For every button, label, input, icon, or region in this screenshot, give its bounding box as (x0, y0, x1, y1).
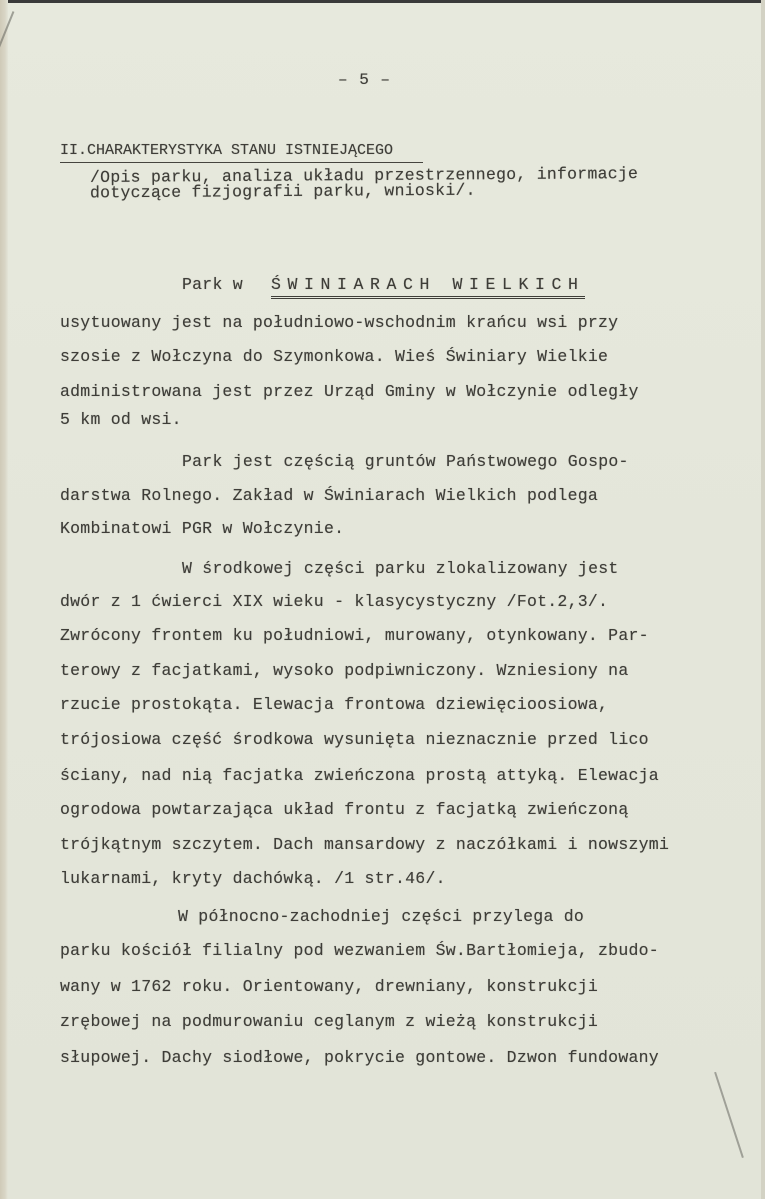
body-line: W środkowej części parku zlokalizowany jest (182, 559, 619, 578)
body-line: Zwrócony frontem ku południowi, murowany, otynkowany. Par- (60, 626, 649, 645)
body-line: dwór z 1 ćwierci XIX wieku - klasycystyczny /Fot.2,3/. (60, 592, 609, 611)
body-line: słupowej. Dachy siodłowe, pokrycie gontowe. Dzwon fundowany (60, 1048, 659, 1067)
body-line: Park jest częścią gruntów Państwowego Gospo- (182, 452, 629, 471)
section-heading: II.CHARAKTERYSTYKA STANU ISTNIEJĄCEGO (60, 141, 423, 163)
body-line: lukarnami, kryty dachówką. /1 str.46/. (60, 869, 446, 888)
body-line: W północno-zachodniej części przylega do (178, 907, 585, 926)
place-name: ŚWINIARACH WIELKICH (271, 275, 585, 299)
body-line: administrowana jest przez Urząd Gminy w Wołczynie odległy (60, 382, 639, 401)
scan-left-border (0, 0, 8, 1199)
body-line: parku kościół filialny pod wezwaniem Św.Bartłomieja, zbudo- (60, 941, 659, 960)
body-line: szosie z Wołczyna do Szymonkowa. Wieś Świniary Wielkie (60, 347, 609, 366)
body-line: terowy z facjatkami, wysoko podpiwniczony. Wzniesiony na (60, 661, 629, 680)
page-number: – 5 – (338, 71, 392, 89)
subtitle-line: /Opis parku, analiza układu przestrzennego, informacje (89, 164, 639, 187)
body-line: rzucie prostokąta. Elewacja frontowa dziewięcioosiowa, (60, 695, 609, 714)
body-line: darstwa Rolnego. Zakład w Świniarach Wielkich podlega (60, 486, 599, 505)
intro-prefix: Park w (182, 275, 254, 294)
pencil-mark (714, 1072, 743, 1158)
body-line: trójosiowa część środkowa wysunięta nieznacznie przed lico (60, 730, 649, 749)
body-line: trójkątnym szczytem. Dach mansardowy z naczółkami i nowszymi (60, 835, 670, 854)
body-line: wany w 1762 roku. Orientowany, drewniany, konstrukcji (60, 977, 599, 996)
body-line: usytuowany jest na południowo-wschodnim krańcu wsi przy (60, 313, 619, 332)
body-line: ściany, nad nią facjatka zwieńczona prostą attyką. Elewacja (60, 766, 659, 785)
subtitle-line: dotyczące fizjografii parku, wnioski/. (89, 180, 476, 203)
body-line: ogrodowa powtarzająca układ frontu z facjatką zwieńczoną (60, 800, 629, 819)
scan-right-border (761, 0, 765, 1199)
body-line: zrębowej na podmurowaniu ceglanym z wieżą konstrukcji (60, 1012, 599, 1031)
body-line: Kombinatowi PGR w Wołczynie. (60, 519, 345, 538)
scan-top-border (0, 0, 765, 3)
body-line: 5 km od wsi. (60, 410, 182, 429)
